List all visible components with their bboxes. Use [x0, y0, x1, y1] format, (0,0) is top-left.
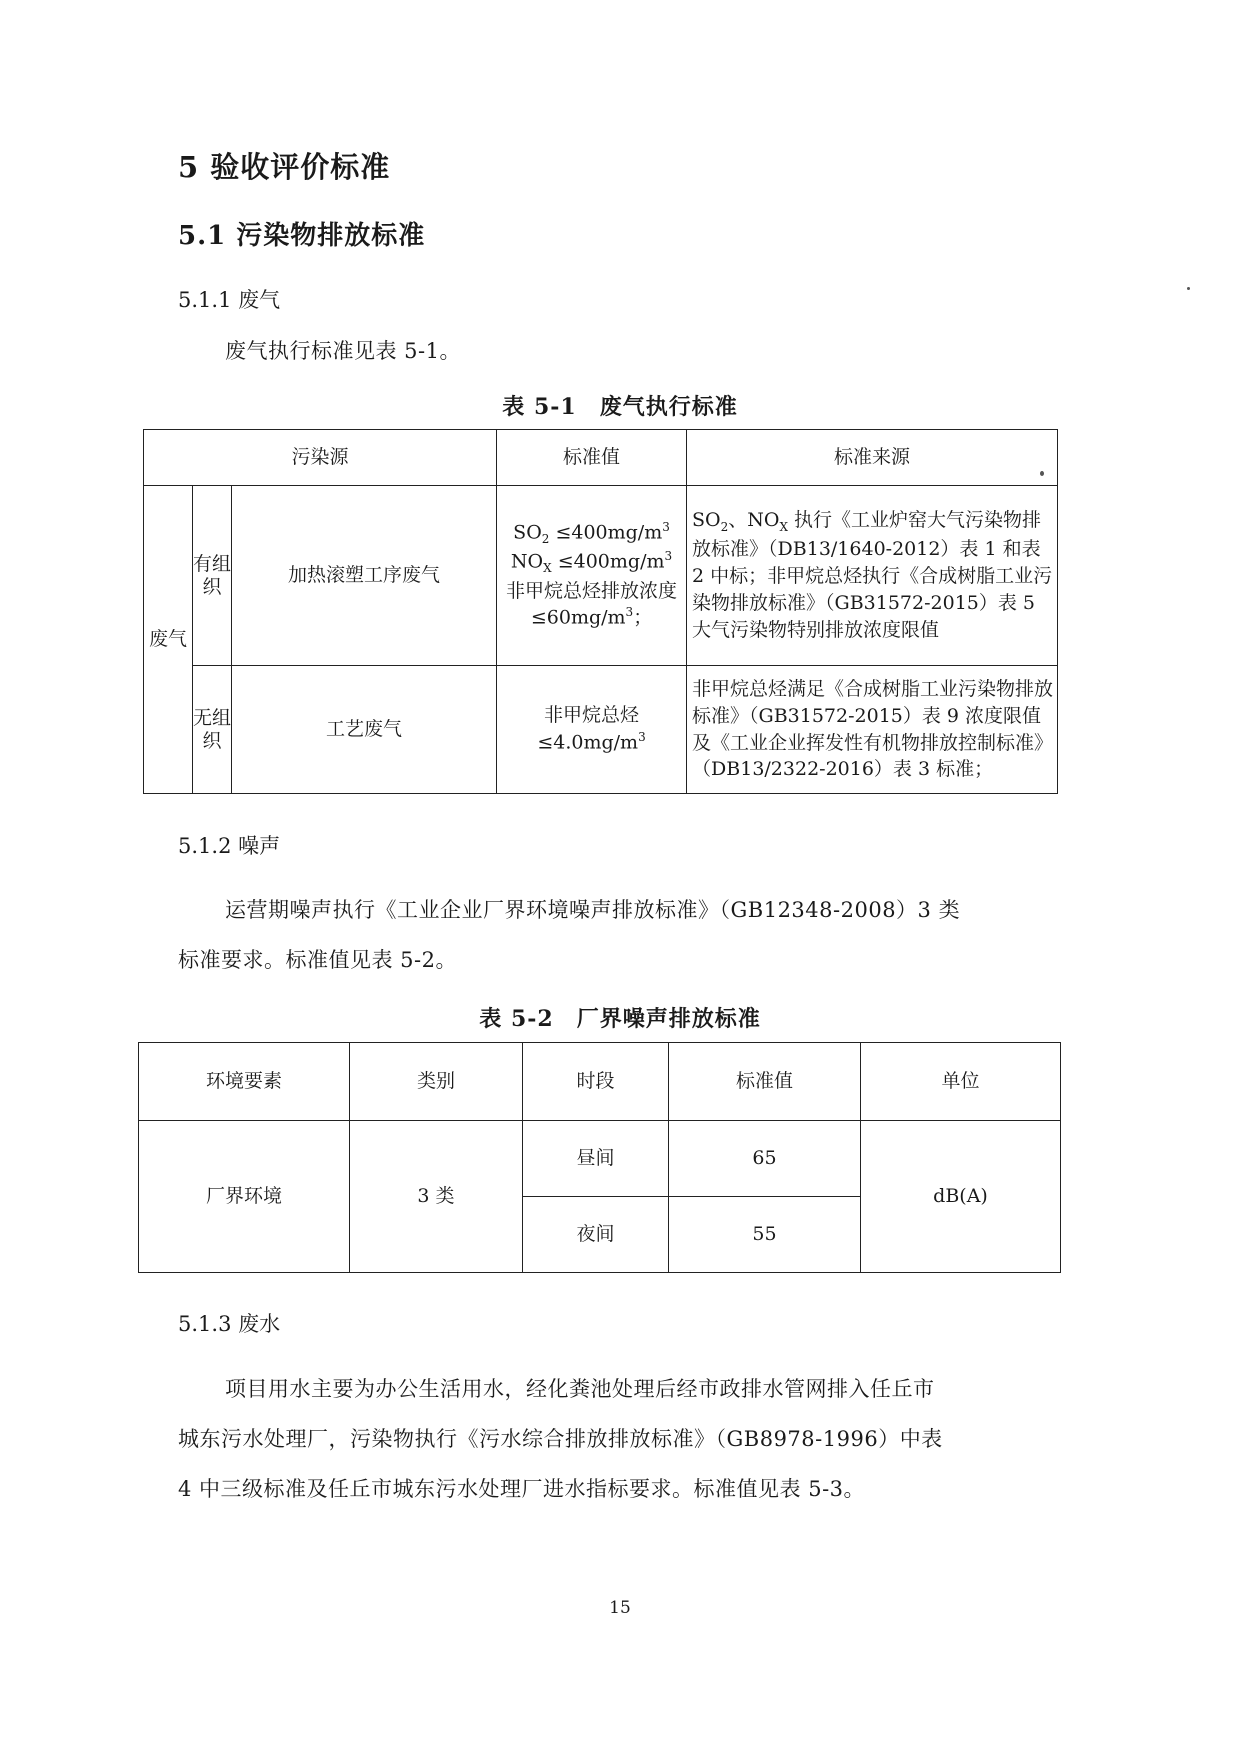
table2-header-category: 类别 — [350, 1043, 523, 1121]
table2-value-day: 65 — [669, 1121, 861, 1197]
table2-header-period: 时段 — [523, 1043, 669, 1121]
table2-period-day: 昼间 — [523, 1121, 669, 1197]
table1-caption: 表 5-1 废气执行标准 — [502, 394, 738, 420]
subsection-heading-gas: 5.1.1 废气 — [178, 288, 281, 312]
table2-value-night: 55 — [669, 1197, 861, 1273]
table1-source-organized: 加热滚塑工序废气 — [232, 486, 497, 666]
table2-header-element: 环境要素 — [139, 1043, 350, 1121]
noise-standards-table — [138, 1042, 1061, 1273]
table1-value-organized — [497, 486, 687, 666]
water-paragraph-line1: 项目用水主要为办公生活用水，经化粪池处理后经市政排水管网排入任丘市 — [225, 1377, 935, 1401]
subsection-heading-noise: 5.1.2 噪声 — [178, 834, 281, 858]
nox-limit: $NO_X \le 400mg/m^3$ — [510, 549, 673, 576]
scan-speck — [1040, 471, 1044, 476]
table1-header-basis-text: 标准来源 — [834, 446, 911, 469]
table1-type-organized: 有组织 — [193, 486, 232, 666]
water-paragraph-line2: 城东污水处理厂，污染物执行《污水综合排放排放标准》（GB8978-1996）中表 — [178, 1427, 943, 1451]
noise-paragraph-line1: 运营期噪声执行《工业企业厂界环境噪声排放标准》（GB12348-2008）3 类 — [225, 898, 961, 922]
table2-element-cell: 厂界环境 — [139, 1121, 350, 1273]
section-heading-5-1: 5.1 污染物排放标准 — [178, 221, 426, 251]
table2-period-night: 夜间 — [523, 1197, 669, 1273]
so2-limit: $SO_2 \le 400mg/m^3$ — [513, 520, 670, 547]
table2-header-value: 标准值 — [669, 1043, 861, 1121]
table1-basis-organized: $SO_2$、$NO_X$ 执行《工业炉窑大气污染物排放标准》（DB13/1640-2012）表 1 和表 2 中标；非甲烷总烃执行《合成树脂工业污染物排放标准》（GB31572-2015）表 5 大气污染物特别排放浓度限值 — [687, 486, 1058, 666]
noise-paragraph-line2: 标准要求。标准值见表 5-2。 — [178, 948, 457, 972]
subsection-heading-water: 5.1.3 废水 — [178, 1312, 281, 1336]
page-number: 15 — [609, 1598, 631, 1618]
water-paragraph-line3: 4 中三级标准及任丘市城东污水处理厂进水指标要求。标准值见表 5-3。 — [178, 1477, 866, 1501]
table1-value-fugitive — [497, 666, 687, 794]
table1-header-value: 标准值 — [497, 430, 687, 486]
scan-speck — [1187, 287, 1190, 290]
gas-standards-table — [143, 429, 1058, 794]
table1-header-basis — [687, 430, 1058, 486]
fugitive-limit-value: $\le 4.0mg/m^3$ — [537, 730, 646, 754]
table1-source-fugitive: 工艺废气 — [232, 666, 497, 794]
gas-intro-paragraph: 废气执行标准见表 5-1。 — [225, 339, 461, 363]
table1-basis-fugitive: 非甲烷总烃满足《合成树脂工业污染物排放标准》（GB31572-2015）表 9 浓度限值及《工业企业挥发性有机物排放控制标准》（DB13/2322-2016）表 3 标准； — [687, 666, 1058, 794]
table1-category-cell: 废气 — [144, 486, 193, 794]
table2-header-unit: 单位 — [861, 1043, 1061, 1121]
nmhc-limit: 非甲烷总烃排放浓度$\le 60mg/m^3$； — [506, 579, 678, 629]
table2-caption: 表 5-2 厂界噪声排放标准 — [479, 1006, 761, 1032]
table1-type-fugitive: 无组织 — [193, 666, 232, 794]
table1-header-source: 污染源 — [144, 430, 497, 486]
section-heading-5: 5 验收评价标准 — [178, 150, 391, 184]
table2-unit-cell: dB(A) — [861, 1121, 1061, 1273]
fugitive-limit-name: 非甲烷总烃 — [544, 704, 640, 727]
table2-category-cell: 3 类 — [350, 1121, 523, 1273]
